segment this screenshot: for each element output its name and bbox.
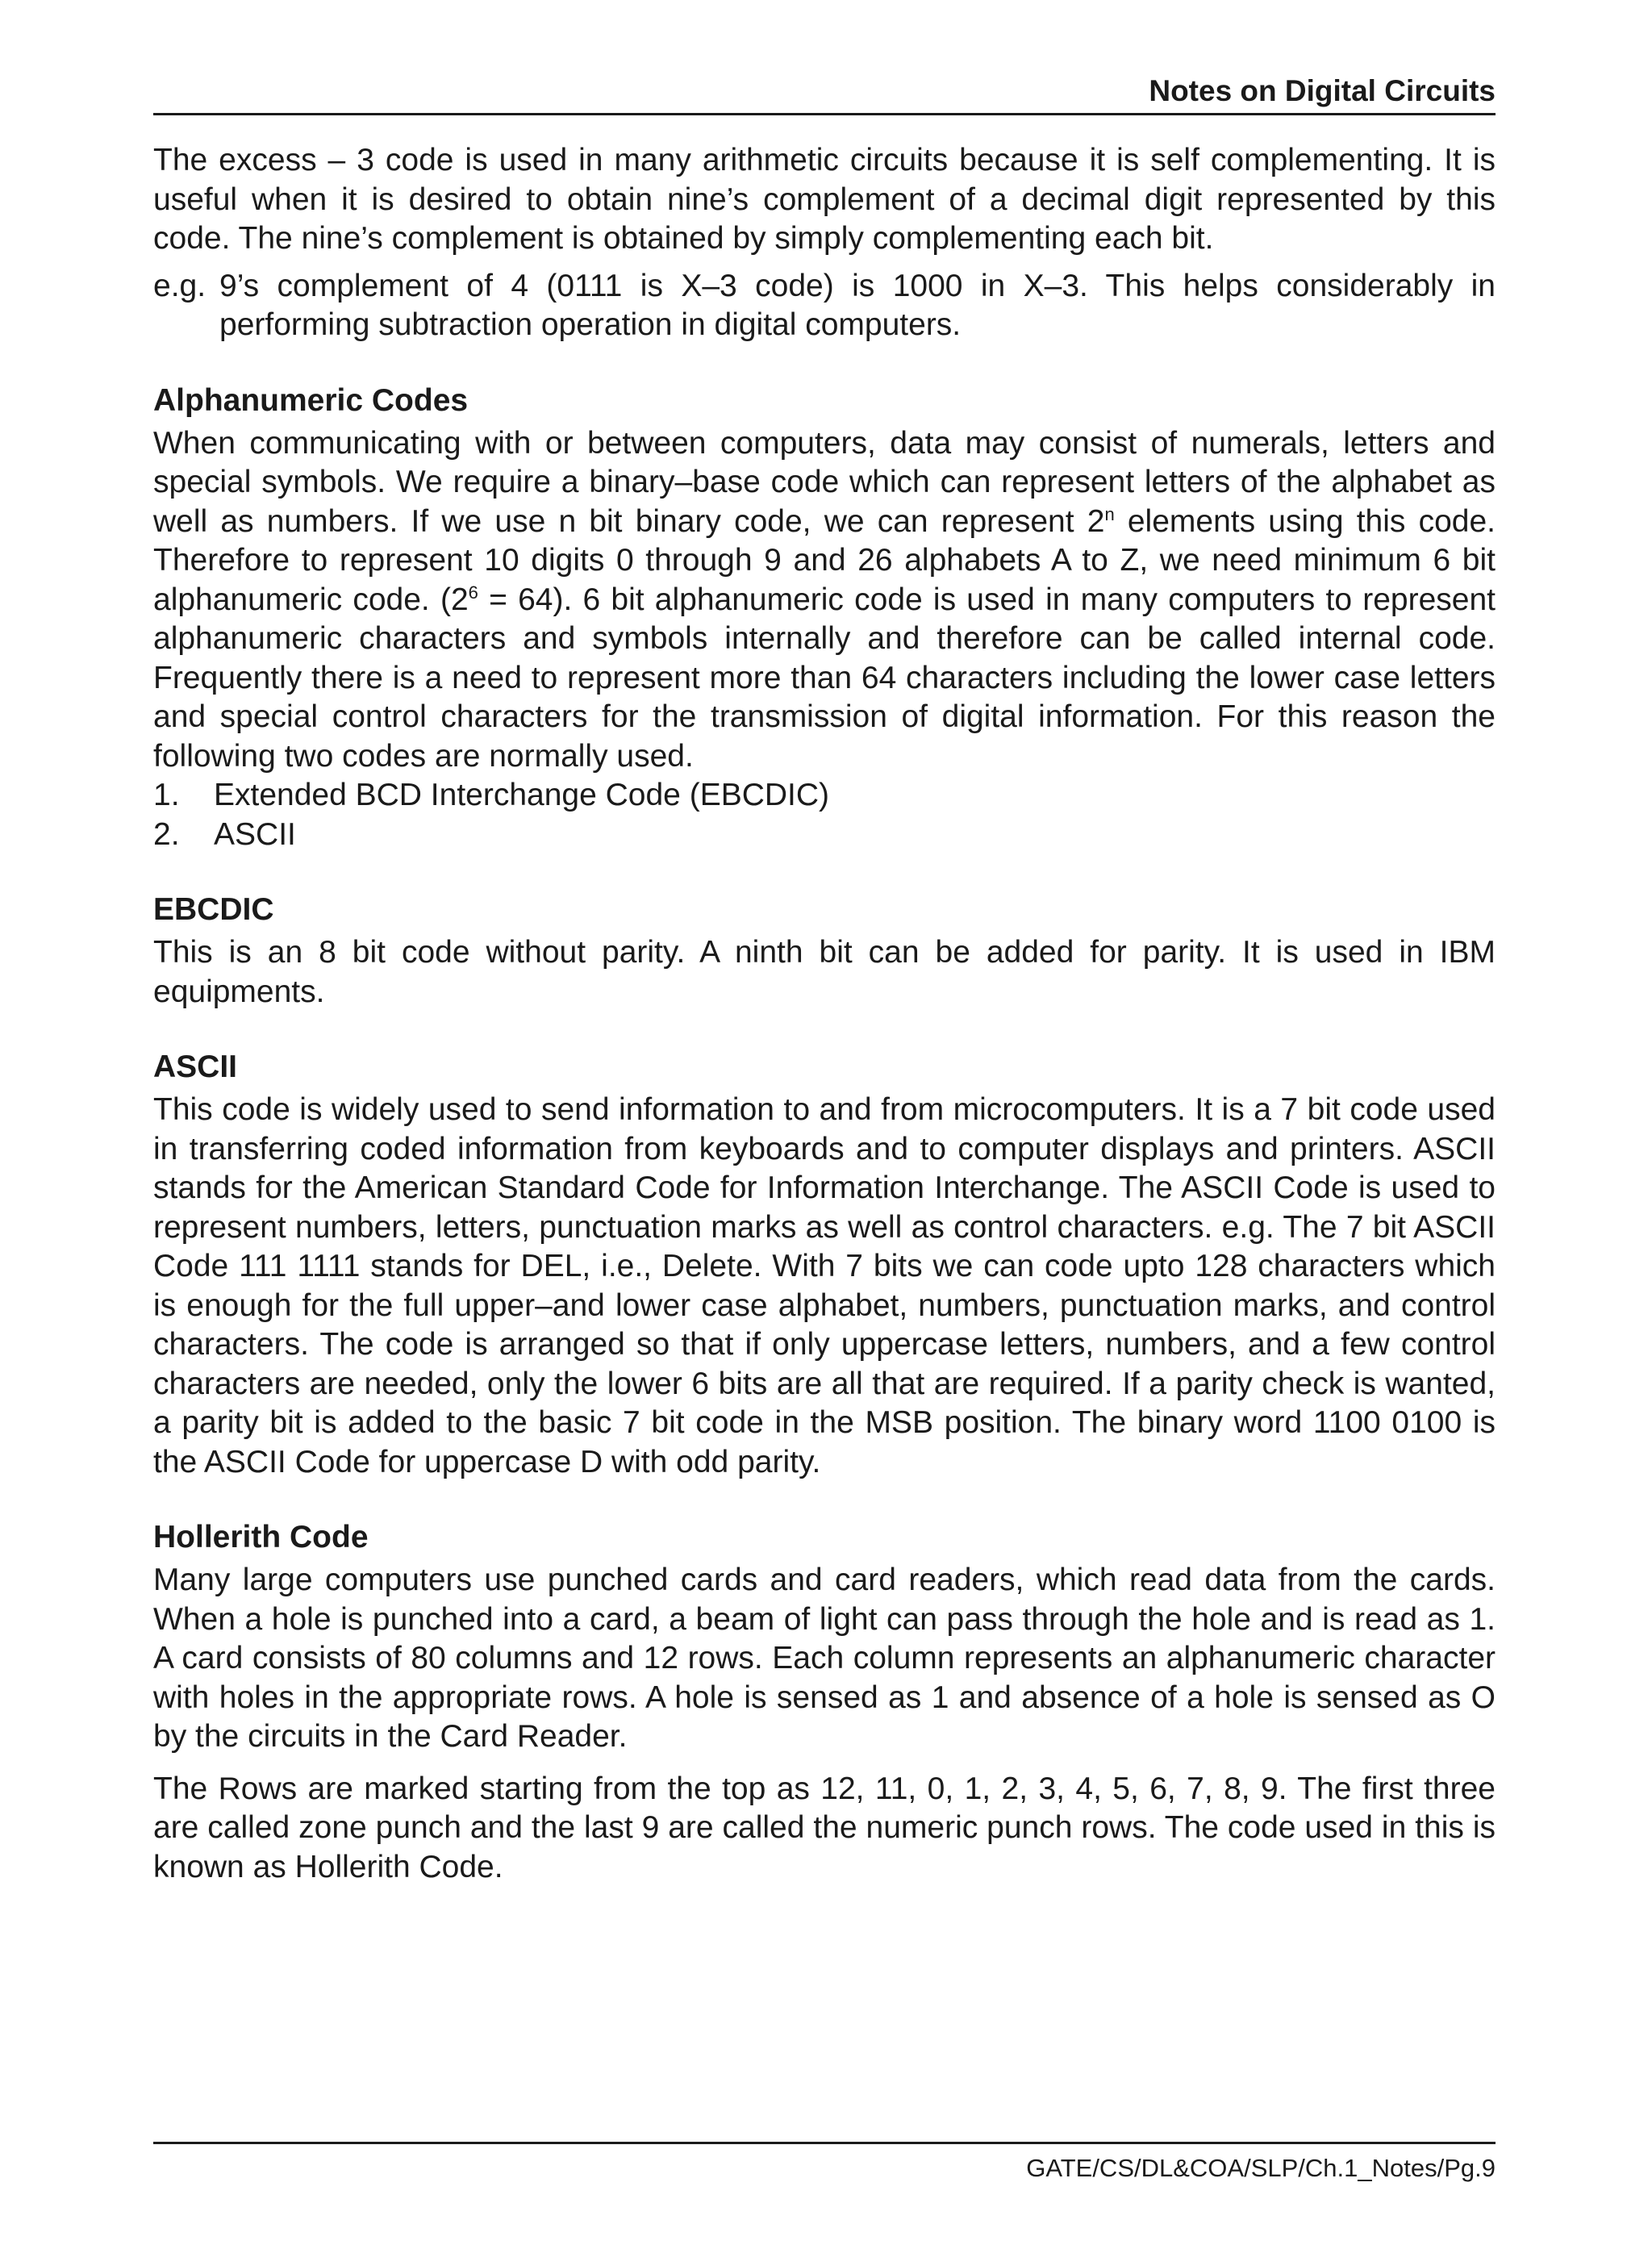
footer-text: GATE/CS/DL&COA/SLP/Ch.1_Notes/Pg.9 (1026, 2154, 1496, 2182)
hollerith-paragraph-1: Many large computers use punched cards and card readers, which read data from the cards. When a hole is punched into a card, a beam of light can pass through the hole and is read as 1. A card consists of 80 columns and 12 rows. Each column represents an alphanumeric character with holes in the appropriate rows. A hole is sensed as 1 and absence of a hole is sensed as O by the circuits in the Card Reader. (153, 1563, 1496, 1754)
document-page (153, 0, 1496, 2245)
alphanumeric-text-part1: When communicating with or between computers, data may consist of numerals, letters and special symbols. We require a binary–base code which can represent letters of the alphabet as well as numbers. If we use n bit binary code, we can represent 2 (153, 425, 1496, 539)
hollerith-paragraph-2: The Rows are marked starting from the top as 12, 11, 0, 1, 2, 3, 4, 5, 6, 7, 8, 9. The first three are called zone punch and the last 9 are called the numeric punch rows. The code used in this is known as Hollerith Code. (153, 1771, 1496, 1884)
alphanumeric-text-part3: = 64). 6 bit alphanumeric code is used in many computers to represent alphanumeric characters and symbols internally and therefore can be called internal code. Frequently there is a need to represent more than 64 characters including the lower case letters and special control characters for the transmission of digital information. For this reason the following two codes are normally used. (153, 582, 1496, 774)
alphanumeric-text-part2: elements using this code. Therefore to represent 10 digits 0 through 9 and 26 alphabets A to Z, we need minimum 6 bit alphanumeric code. (2 (153, 503, 1496, 617)
superscript-6: 6 (468, 582, 478, 603)
list-item-number: 1. (153, 778, 180, 812)
example-body: 9’s complement of 4 (0111 is X–3 code) is 1000 in X–3. This helps considerably in performing subtraction operation in digital computers. (219, 268, 1496, 342)
list-item (153, 816, 1496, 855)
heading-hollerith-code: Hollerith Code (153, 1520, 369, 1554)
list-item-number: 2. (153, 816, 180, 852)
superscript-n: n (1104, 503, 1115, 524)
page-header (153, 73, 1496, 115)
list-item (153, 776, 1496, 816)
intro-paragraph: The excess – 3 code is used in many arithmetic circuits because it is self complementing. It is useful when it is desired to obtain nine’s complement of a decimal digit represented by this code. The nine’s complement is obtained by simply complementing each bit. (153, 143, 1496, 256)
example-lead: e.g. (153, 268, 206, 303)
list-item-text: Extended BCD Interchange Code (EBCDIC) (214, 778, 830, 812)
ebcdic-paragraph: This is an 8 bit code without parity. A ninth bit can be added for parity. It is used in IBM equipments. (153, 935, 1496, 1009)
list-item-text: ASCII (214, 816, 296, 852)
page-footer (153, 2142, 1496, 2182)
ascii-paragraph: This code is widely used to send information to and from microcomputers. It is a 7 bit code used in transferring coded information from keyboards and to computer displays and printers. ASCII stands for the American Standard Code for Information Interchange. The ASCII Code is used to represent numbers, letters, punctuation marks as well as control characters. e.g. The 7 bit ASCII Code 111 1111 stands for DEL, i.e., Delete. With 7 bits we can code upto 128 characters which is enough for the full upper–and lower case alphabet, numbers, punctuation marks, and control characters. The code is arranged so that if only uppercase letters, numbers, and a few control characters are needed, only the lower 6 bits are all that are required. If a parity check is wanted, a parity bit is added to the basic 7 bit code in the MSB position. The binary word 1100 0100 is the ASCII Code for uppercase D with odd parity. (153, 1092, 1496, 1479)
heading-alphanumeric-codes: Alphanumeric Codes (153, 382, 469, 418)
header-title: Notes on Digital Circuits (1149, 74, 1496, 107)
heading-ebcdic: EBCDIC (153, 892, 274, 927)
example-item (153, 267, 1496, 345)
alphanumeric-paragraph (153, 424, 1496, 777)
page-content (153, 141, 1496, 1887)
heading-ascii: ASCII (153, 1049, 238, 1084)
code-list (153, 776, 1496, 854)
